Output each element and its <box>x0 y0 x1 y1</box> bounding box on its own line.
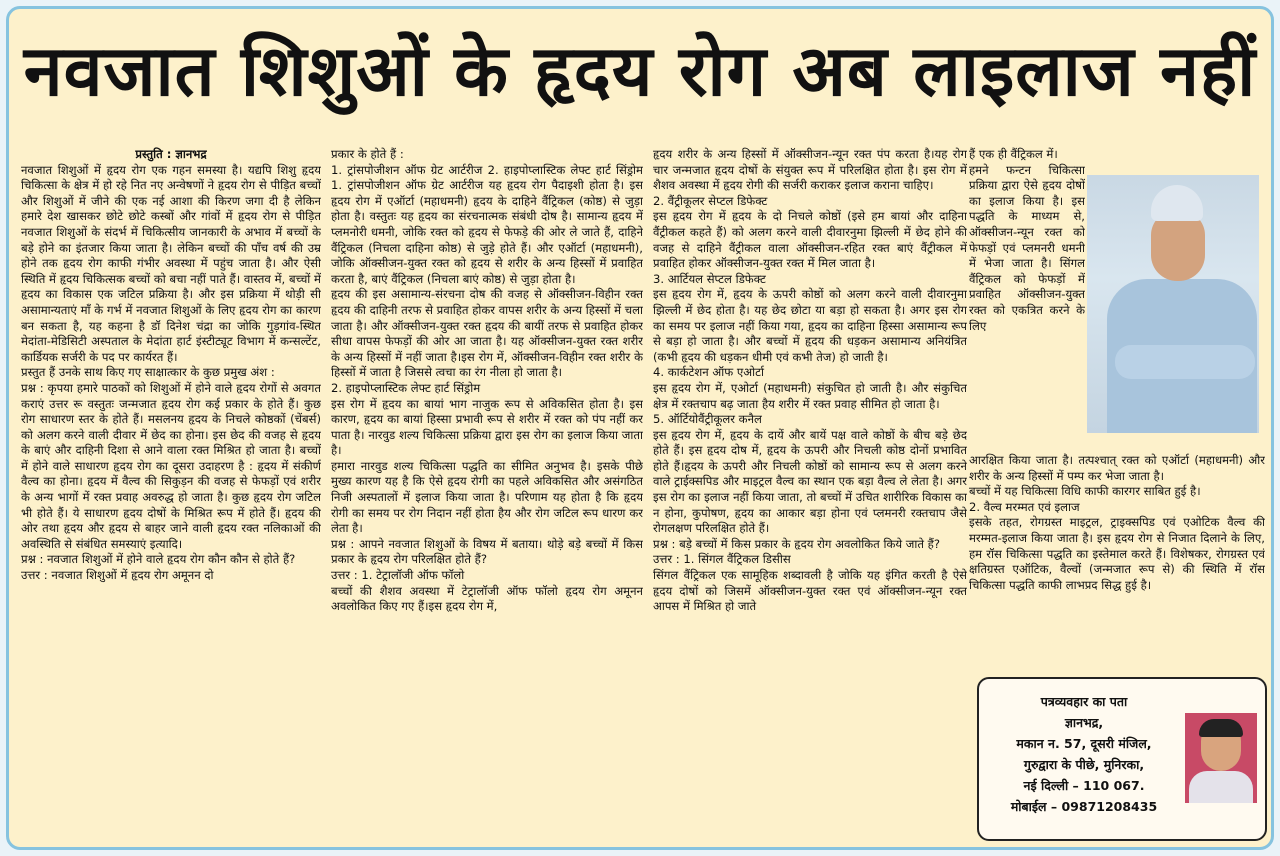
subheading: 2. वैंट्रीकूलर सेप्टल डिफेक्ट <box>653 193 768 208</box>
article-column-3 <box>653 147 967 837</box>
paragraph: इस हृदय रोग में, एओर्टा (महाधमनी) संकुचित हो जाती है। और संकुचित क्षेत्र में रक्तचाप बढ़ जाता हैय शरीर में रक्त प्रवाह सीमित हो जाता है। <box>653 380 967 411</box>
paragraph: सिंगल वैंट्रिकल एक सामूहिक शब्दावली है जोकि यह इंगित करती है ऐसे हृदय दोषों को जिसमें ऑक्सीजन-युक्त रक्त एवं ऑक्सीजन-न्यून रक्त आपस में मिश्रित हो जाते <box>653 568 967 614</box>
paragraph: हमने फन्टन चिकित्सा प्रक्रिया द्वारा ऐसे हृदय दोषों का इलाज किया है। इस पद्धति के माध्यम से, ऑक्सीजन-न्यून रक्त को फेफड़ों एवं प्लमनरी धमनी में भेजा जाता है। सिंगल वैंट्रिकल को फेफड़ों में प्रवाहित ऑक्सीजन-युक्त रक्त को एकत्रित करने के लिए <box>969 162 1085 333</box>
subheading: 5. ऑर्टियोवैंट्रीकूलर कनैल <box>653 412 762 427</box>
photo-hair <box>1199 719 1243 737</box>
paragraph: इस हृदय रोग में हृदय के दो निचले कोष्ठों (इसे हम बायां और दाहिना वैंट्रीकल कहते हैं) को अलग करने वाली दीवारनुमा झिल्ली में छेद होने की वजह से दाहिने वैंट्रीकल वाला ऑक्सीजन-रहित रक्त बाएं वैंट्रीकल में प्रवाहित होकर ऑक्सीजन-युक्त रक्त में मिल जाता है। <box>653 209 967 271</box>
address-name: ज्ञानभद्र, <box>1064 715 1104 730</box>
headline: नवजात शिशुओं के हृदय रोग अब लाइलाज नहीं <box>23 30 1257 112</box>
paragraph: बच्चों में यह चिकित्सा विधि काफी कारगर साबित हुई है। <box>969 484 1201 499</box>
subheading: उत्तर : 1. सिंगल वैंट्रिकल डिसीस <box>653 552 791 567</box>
paragraph: प्रश्न : बड़े बच्चों में किस प्रकार के हृदय रोग अवलोकित किये जाते हैं? <box>653 536 940 551</box>
article-column-4-bottom <box>969 453 1265 673</box>
photo-face <box>1151 211 1205 281</box>
paragraph: इस रोग में हृदय का बायां भाग नाजुक रूप से अविकसित होता है। इस कारण, हृदय का बायां हिस्सा प्रभावी रूप से शरीर में रक्त को पंप नहीं कर पाता है। नारवुड शल्य चिकित्सा प्रक्रिया द्वारा इस रोग का इलाज किया जाता है। <box>331 396 643 458</box>
paragraph: इस हृदय रोग में, हृदय के ऊपरी कोष्ठों को अलग करने वाली दीवारनुमा झिल्ली में छेद होता है। यह छेद छोटा या बड़ा हो सकता है। अगर इस रोग का समय पर इलाज नहीं किया गया, हृदय का दाहिना हिस्सा असामान्य रूप से बड़ा हो जाता है। और बच्चों में हृदय की धड़कन असामान्य अनियंत्रित (कभी हृदय की धड़कन धीमी एवं कभी तेज) हो जाती है। <box>653 287 967 364</box>
subheading: 2. हाइपोप्लास्टिक लेफ्ट हार्ट सिंड्रोम <box>331 380 481 395</box>
article-column-2 <box>331 147 643 837</box>
paragraph: प्रकार के होते हैं : <box>331 147 404 161</box>
address-line-3: नई दिल्ली – 110 067. <box>1023 778 1145 793</box>
subheading: 3. आर्टियल सेप्टल डिफेक्ट <box>653 271 766 286</box>
paragraph: इसके तहत, रोगग्रस्त माइट्रल, ट्राइक्सपिड एवं एओटिक वैल्व की मरम्मत-इलाज किया जाता है। इस हृदय रोग से निजात दिलाने के लिए, हम रॉस चिकित्सा पद्धति का इस्तेमाल करते हैं। विशेषकर, रोगग्रस्त एवं क्षतिग्रस्त एऑटिक, वैल्वों (जन्मजात रूप से) की स्थिति में रॉस चिकित्सा पद्धति काफी लाभप्रद सिद्ध हुई है। <box>969 515 1265 592</box>
paragraph: प्रश्न : नवजात शिशुओं में होने वाले हृदय रोग कौन कौन से होते हैं? <box>21 552 296 567</box>
paragraph: इस हृदय रोग में, हृदय के दायें और बायें पक्ष वाले कोष्ठों के बीच बड़े छेद होते हैं। इस हृदय दोष में, हृदय के ऊपरी और निचली कोष्ठ दोनों प्रभावित होते हैं।हृदय के ऊपरी और निचली कोष्ठों को सामान्य रूप से अलग करने वाले ट्राईक्सपिड और माइट्रल वैल्व का स्थान एक बड़ा वैल्व ले लेता है। अगर इस रोग का इलाज नहीं किया जाता, तो बच्चों में उचित शारीरिक विकास का न होना, कुपोषण, हृदय का आकार बड़ा होना एवं प्लमनरी रक्तचाप जैसे रोगलक्षण परिलक्षित होते हैं। <box>653 427 967 536</box>
photo-surgical-cap <box>1151 185 1203 221</box>
author-photo <box>1185 713 1257 803</box>
article-column-4-top <box>969 147 1085 453</box>
paragraph: हृदय शरीर के अन्य हिस्सों में ऑक्सीजन-न्यून रक्त पंप करता है।यह रोग चार जन्मजात हृदय दोषों के संयुक्त रूप में परिलक्षित होता है। इस रोग में शैशव अवस्था में हृदय रोगी की सर्जरी कराकर इलाज कराना चाहिए। <box>653 147 967 193</box>
address-text <box>989 691 1179 817</box>
article-column-1 <box>21 147 321 837</box>
doctor-photo <box>1087 175 1259 433</box>
paragraph: बच्चों की शैशव अवस्था में टेट्रालॉजी ऑफ फॉलो हृदय रोग अमूनन अवलोकित किए गए हैं।इस हृदय रोग में, <box>331 583 643 614</box>
paragraph: हमारा नारवुड शल्य चिकित्सा पद्धति का सीमित अनुभव है। इसके पीछे मुख्य कारण यह है कि ऐसे हृदय रोगी का पहले अविकसित और असंगठित निजी अस्पतालों में इलाज किया जाता है। परिणाम यह होता है कि हृदय रोगी का समय पर रोग निदान नहीं होता हैय और रोग जटिल रूप धारण कर लेता है। <box>331 458 643 536</box>
address-heading: पत्रव्यवहार का पता <box>1040 694 1128 709</box>
paragraph: नवजात शिशुओं में हृदय रोग एक गहन समस्या है। यद्यपि शिशु हृदय चिकित्सा के क्षेत्र में हो रहे नित नए अन्वेषणों ने हृदय रोग से पीड़ित बच्चों और शिशुओं में जीने की एक नई आशा की किरण जगा दी है लेकिन हमारे देश खासकर छोटे छोटे कस्बों और गांवों में हृदय रोग से पीड़ित नवजात शिशुओं के संदर्भ में चिकित्सीय जानकारी के अभाव में बच्चों के बड़े होने का इंतजार किया जाता है। लेकिन बच्चों की पाँच वर्ष की उम्र होने तक हृदय रोग काफी गंभीर अवस्था में पहुंच जाता है। और ऐसी स्थिति में हृदय चिकित्सक बच्चों को बचा नहीं पाते हैं। वास्तव में, बच्चों में हृदय का विकास एक जटिल प्रक्रिया है। और इस प्रक्रिया में थोड़ी सी असामान्यताएं माँ के गर्भ में नवजात शिशुओं के लिए हृदय रोग का कारण बन सकता है, यह कहना है डॉ दिनेश चंद्रा का जोकि गुड़गांव-स्थित मेदांता-मेडिसिटी अस्पताल के मेदांता हार्ट इंस्टीट्यूट विभाग में कन्सल्टेंट, कार्डियक सर्जरी के पद पर कार्यरत हैं। <box>21 162 321 364</box>
paragraph: उत्तर : नवजात शिशुओं में हृदय रोग अमूनन दो <box>21 568 214 583</box>
paragraph: आरक्षित किया जाता है। तत्पश्चात् रक्त को एऑर्टा (महाधमनी) और शरीर के अन्य हिस्सों में पम्प कर भेजा जाता है। <box>969 453 1265 483</box>
subheading: 4. कार्कटेशन ऑफ एओर्टा <box>653 365 765 380</box>
paragraph: हृदय की इस असामान्य-संरचना दोष की वजह से ऑक्सीजन-विहीन रक्त हृदय की दाहिनी तरफ से प्रवाहित होकर वापस शरीर के अन्य हिस्सों में चला जाता है। और ऑक्सीजन-युक्त रक्त हृदय की बायीं तरफ से प्रवाहित होकर सीधा वापस फेफड़ों की ओर आ जाता है। यह ऑक्सीजन-युक्त रक्त शरीर के अन्य हिस्सों में नहीं जाता है।इस रोग में, ऑक्सीजन-विहीन रक्त शरीर के हिस्सों में जाता है जिससे त्वचा का रंग नीला हो जाता है। <box>331 287 643 380</box>
paragraph: प्रस्तुत हैं उनके साथ किए गए साक्षात्कार के कुछ प्रमुख अंश : <box>21 365 275 380</box>
address-line-2: गुरुद्वारा के पीछे, मुनिरका, <box>1023 757 1145 772</box>
photo-arms <box>1115 345 1255 379</box>
paragraph: हैं एक ही वैंट्रिकल में। <box>969 147 1058 161</box>
paragraph: प्रश्न : आपने नवजात शिशुओं के विषय में बताया। थोड़े बड़े बच्चों में किस प्रकार के हृदय रोग परिलक्षित होते हैं? <box>331 536 643 567</box>
address-mobile: मोबाईल – 09871208435 <box>1010 799 1158 814</box>
paragraph: प्रश्न : कृपया हमारे पाठकों को शिशुओं में होने वाले हृदय रोगों से अवगत कराएं उत्तर रू वस्तुतः जन्मजात हृदय रोग कई प्रकार के होते हैं। कुछ रोग साधारण स्तर के होते हैं। मसलनय हृदय के निचले कोष्ठकों (चेंबर्स) को अलग करने वाली दीवार में छेद का होना। इस छेद की वजह से हृदय के बाएं और दाहिनी दिशा से आने वाला रक्त मिश्रित हो जाता है। बच्चों में होने वाले साधारण हृदय रोग का दूसरा उदाहरण है : हृदय में संकीर्ण वैल्व का होना। हृदय में वैल्व की सिकुड़न की वजह से फेफड़ों एवं शरीर के अन्य भागों में रक्त प्रवाह अवरुद्ध हो जाता है। कुछ हृदय रोग जटिल भी होते हैं। ये साधारण हृदय दोषों के मिश्रित रूप में होते हैं। हृदय की ओर तथा हृदय और हृदय से बाहर जाने वाली हृदय रक्त नलिकाओं की अवस्थिति से संबंधित समस्याएं इत्यादि। <box>21 380 321 551</box>
subheading: उत्तर : 1. टेट्रालॉजी ऑफ फॉलो <box>331 568 465 583</box>
subheading: 2. वैल्व मरम्मत एवं इलाज <box>969 499 1080 514</box>
address-line-1: मकान न. 57, दूसरी मंजिल, <box>1016 736 1152 751</box>
byline: प्रस्तुति : ज्ञानभद्र <box>135 147 207 161</box>
photo-shirt <box>1189 771 1253 803</box>
address-box <box>977 677 1267 841</box>
newspaper-page <box>6 6 1274 850</box>
paragraph: 1. ट्रांसपोजीशन ऑफ ग्रेट आर्टरीज 2. हाइपोप्लास्टिक लेफ्ट हार्ट सिंड्रोम 1. ट्रांसपोजीशन ऑफ ग्रेट आर्टरीज यह हृदय रोग पैदाइशी होता है। इस हृदय रोग में एऑर्टा (महाधमनी) हृदय के दाहिने वैंट्रिकल (कोष्ठ) से जुड़ा होता है। वस्तुतः यह हृदय का संरचनात्मक संबंधी दोष है। सामान्य हृदय में प्लमनोरी धमनी, जोकि रक्त को हृदय से फेफड़े की ओर ले जाते हैं, दाहिने वैंट्रिकल (निचला दाहिना कोष्ठ) से जुड़े होते हैं। और एऑर्टा (महाधमनी), जोकि ऑक्सीजन-युक्त रक्त को हृदय से शरीर के अन्य हिस्सों में प्रवाहित करता है, बाएं वैंट्रिकल (निचला बाएं कोष्ठ) से जुड़ा होता है। <box>331 162 643 286</box>
